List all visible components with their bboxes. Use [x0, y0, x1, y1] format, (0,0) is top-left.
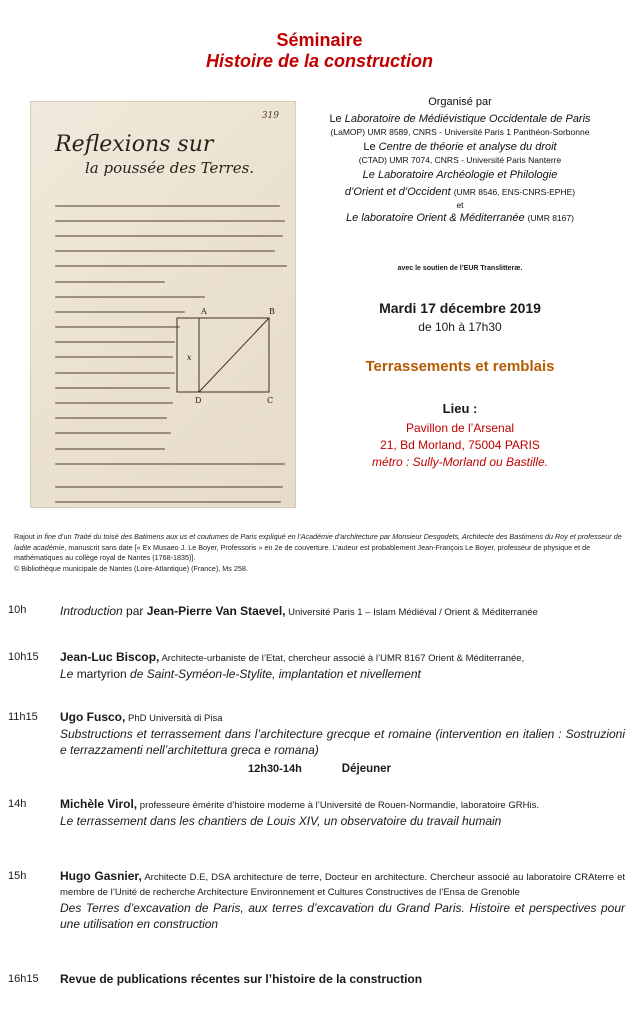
program-speaker: Hugo Gasnier,: [60, 869, 142, 883]
organiser-4: [305, 211, 615, 226]
caption-part-2: in fine: [36, 532, 56, 541]
organisers-intro: Organisé par: [428, 96, 492, 108]
program-talk: Le terrassement dans les chantiers de Louis XIV, un observatoire du travail humain: [60, 814, 502, 828]
program-speaker: Ugo Fusco,: [60, 710, 126, 724]
organiser-1-detail: (LaMOP) UMR 8589, CNRS - Université Paris 1 Panthéon-Sorbonne: [330, 127, 590, 137]
program-time: 10h15: [8, 651, 39, 663]
organiser-2-detail: (CTAD) UMR 7074, CNRS - Université Paris Nanterre: [358, 155, 562, 165]
venue-name: Pavillon de l’Arsenal: [405, 421, 515, 435]
program-time: 14h: [8, 798, 27, 810]
caption-part-5: , manuscrit sans date [« Ex Musaeo J. Le Boyer, Professoris » en 2e de couverture. L’auteur est probablement Jean-François Le Boyer, professeur de physique et de mathématiques au collège royal de Nantes (1768-1835)].: [14, 542, 591, 562]
program-time: 16h15: [8, 973, 39, 985]
organiser-2: [305, 140, 615, 155]
figure-label-a: A: [201, 307, 207, 316]
program-time: 11h15: [8, 711, 38, 723]
figure-label-x: x: [187, 353, 192, 362]
manuscript-page-number: 319: [261, 111, 279, 121]
organiser-4-name: Le laboratoire Orient & Méditerranée: [346, 212, 525, 224]
program-affiliation: professeure émérite d’histoire moderne à l’Université de Rouen-Normandie, laboratoire GRHis.: [137, 800, 539, 811]
organisers-block: [305, 95, 615, 226]
lunch-label: Déjeuner: [341, 763, 392, 775]
organisers-and: et: [456, 200, 464, 210]
program-time: 10h: [8, 604, 27, 616]
image-caption: [14, 532, 626, 574]
program-talk: Des Terres d’excavation de Paris, aux terres d’excavation du Grand Paris. Histoire et perspectives pour une utilisation en construction: [60, 901, 625, 931]
caption-part-3: d’un: [55, 532, 74, 541]
caption-part-1: Rajout: [14, 532, 37, 541]
manuscript-title-line-1: Reflexions sur: [55, 132, 214, 157]
venue-address: 21, Bd Morland, 75004 PARIS: [380, 438, 540, 452]
title-line-2: Histoire de la construction: [205, 51, 434, 71]
program-speaker: Jean-Luc Biscop,: [60, 650, 160, 664]
program-title: Revue de publications récentes sur l’histoire de la construction: [60, 972, 423, 986]
seminar-title: [0, 30, 639, 72]
event-theme: Terrassements et remblais: [365, 358, 555, 375]
organiser-3-name: d’Orient et d’Occident: [344, 186, 451, 198]
program-speaker: Jean-Pierre Van Staevel,: [146, 604, 286, 618]
caption-part-4: Traité du toisé des Batimens aux us et coutumes de Paris expliqué en l’Académie d’architecture par Monsieur Desgodets, Architecte des Bastimens du Roy et professeur de ladite académie: [14, 532, 622, 552]
program-talk: Substructions et terrassement dans l’architecture grecque et romaine (intervention en italien : Sostruzioni e terrazzamenti nell’architettura greca e romana): [60, 727, 625, 757]
program-talk: [60, 666, 625, 682]
organiser-1-name: Laboratoire de Médiévistique Occidentale de Paris: [344, 113, 591, 125]
venue-block: [305, 420, 615, 471]
program-speaker: Michèle Virol,: [60, 797, 138, 811]
retaining-wall-figure: [31, 102, 296, 508]
manuscript-title-line-2: la poussée des Terres.: [85, 159, 255, 177]
organiser-2-prefix: Le: [363, 141, 379, 153]
venue-label: Lieu :: [442, 401, 478, 416]
program-lead: Introduction: [60, 604, 123, 618]
program-affiliation: Université Paris 1 – Islam Médiéval / Orient & Méditerranée: [285, 607, 538, 618]
program-affiliation: Architecte D.E, DSA architecture de terre, Docteur en architecture. Chercheur associé au laboratoire CRAterre et membre de l’Unité de recherche Architecture Environnement et Cultures Constructives de l’Ensa de Grenoble: [60, 872, 625, 898]
figure-label-d: D: [195, 396, 202, 405]
figure-label-c: C: [267, 396, 274, 405]
figure-label-b: B: [269, 307, 275, 316]
organiser-2-name: Centre de théorie et analyse du droit: [378, 141, 557, 153]
event-hours: de 10h à 17h30: [418, 320, 502, 334]
talk-part-a: Le: [60, 667, 77, 681]
venue-metro: métro : Sully-Morland ou Bastille.: [371, 455, 549, 469]
program-affiliation: Architecte-urbaniste de l’Etat, chercheur associé à l’UMR 8167 Orient & Méditerranée,: [159, 653, 525, 664]
lunch-time: 12h30-14h: [247, 763, 302, 775]
program-lead-join: par: [122, 604, 147, 618]
program-time: 15h: [8, 870, 27, 882]
organiser-3-line-1: Le Laboratoire Archéologie et Philologie: [362, 169, 558, 181]
organiser-1: [305, 112, 615, 127]
talk-part-b: martyrion: [76, 667, 127, 681]
organiser-3-detail: (UMR 8546, ENS-CNRS-EPHE): [453, 187, 576, 197]
organiser-1-prefix: Le: [329, 113, 345, 125]
talk-part-c: de Saint-Syméon-le-Stylite, implantation et nivellement: [126, 667, 421, 681]
support-note: avec le soutien de l’EUR Translitteræ.: [397, 265, 523, 272]
manuscript-image: [30, 101, 296, 508]
program-affiliation: PhD Università di Pisa: [125, 713, 223, 724]
lunch-break: [0, 763, 639, 775]
event-date: Mardi 17 décembre 2019: [379, 300, 541, 316]
title-line-1: Séminaire: [276, 30, 363, 50]
organiser-4-detail: (UMR 8167): [527, 213, 574, 223]
caption-copyright: © Bibliothèque municipale de Nantes (Loire-Atlantique) (France), Ms 258.: [14, 563, 248, 573]
organiser-3-line-2: [305, 185, 615, 200]
